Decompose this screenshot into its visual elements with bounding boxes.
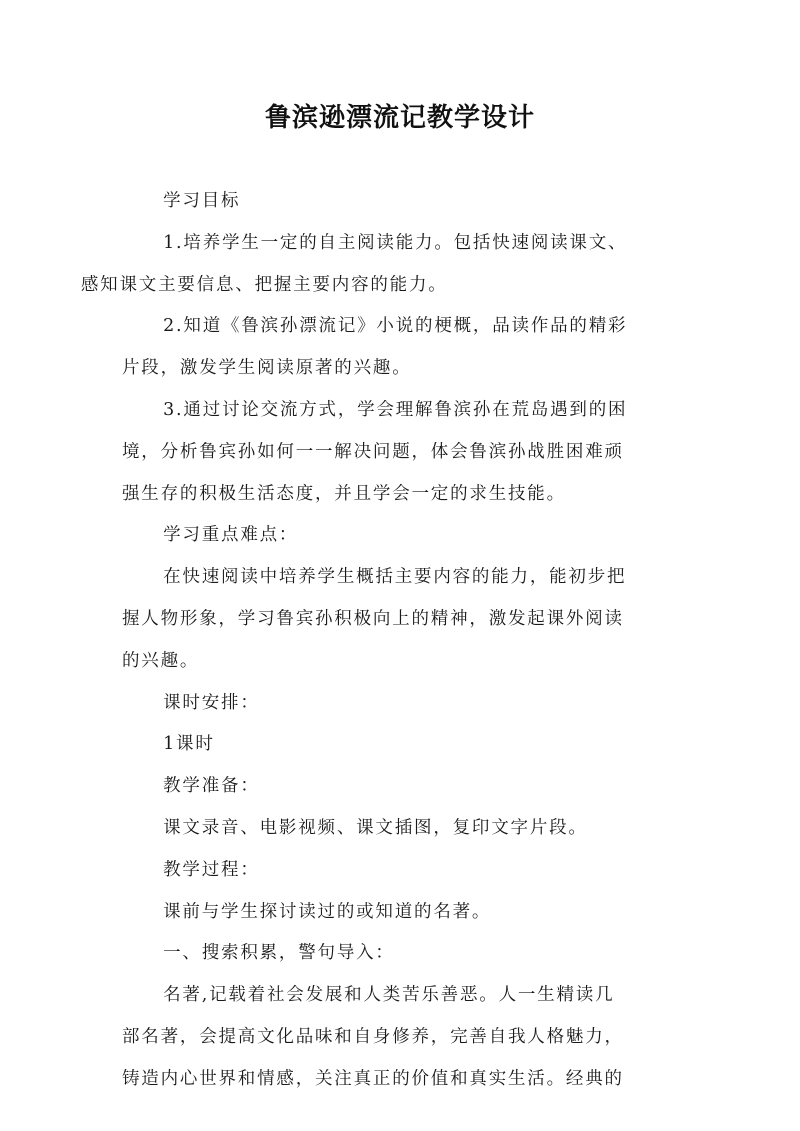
- text-line: 强生存的积极生活态度，并且学会一定的求生技能。: [122, 483, 566, 504]
- paragraph-key-points: [122, 557, 684, 682]
- paragraph-schedule: [122, 724, 684, 766]
- paragraph-preparation: [122, 808, 684, 850]
- paragraph-section-1-heading: [122, 933, 684, 975]
- text-line: 握人物形象，学习鲁宾孙积极向上的精神，激发起课外阅读: [122, 608, 624, 629]
- text-line: 名著,记载着社会发展和人类苦乐善恶。人一生精读几: [163, 985, 615, 1006]
- text-line: 课文录音、电影视频、课文插图，复印文字片段。: [163, 817, 588, 838]
- paragraph-classics: [122, 975, 684, 1100]
- text-line: 教学过程：: [163, 859, 260, 880]
- paragraph-preparation-heading: [122, 766, 684, 808]
- text-line: 境，分析鲁宾孙如何一一解决问题，体会鲁滨孙战胜困难顽: [122, 441, 624, 462]
- text-line: 1.培养学生一定的自主阅读能力。包括快速阅读课文、: [163, 232, 628, 253]
- text-line: 教学准备：: [163, 776, 260, 797]
- text-line: 感知课文主要信息、把握主要内容的能力。: [80, 274, 448, 295]
- paragraph-goal-1: [80, 223, 684, 307]
- text-line: 课时安排：: [163, 692, 260, 713]
- paragraph-goal-3: [122, 390, 684, 515]
- text-line: 铸造内心世界和情感，关注真正的价值和真实生活。经典的: [122, 1068, 624, 1089]
- text-line: 1课时: [163, 734, 215, 755]
- paragraph-process-heading: [122, 850, 684, 892]
- document-title: 鲁滨逊漂流记教学设计: [264, 103, 535, 133]
- text-line: 的兴趣。: [122, 650, 200, 671]
- text-line: 2.知道《鲁滨孙漂流记》小说的梗概，品读作品的精彩: [163, 316, 628, 337]
- document-body: [80, 181, 684, 1101]
- text-line: 一、搜索积累，警句导入：: [163, 943, 395, 964]
- paragraph-learning-goals-heading: [122, 181, 684, 223]
- text-line: 部名著，会提高文化品味和自身修养，完善自我人格魅力，: [122, 1026, 624, 1047]
- paragraph-schedule-heading: [122, 683, 684, 725]
- text-line: 在快速阅读中培养学生概括主要内容的能力，能初步把: [163, 567, 627, 588]
- text-line: 片段，激发学生阅读原著的兴趣。: [122, 358, 412, 379]
- text-line: 课前与学生探讨读过的或知道的名著。: [163, 901, 492, 922]
- text-line: 学习重点难点：: [163, 525, 299, 546]
- text-line: 3.通过讨论交流方式，学会理解鲁滨孙在荒岛遇到的困: [163, 399, 628, 420]
- paragraph-pre-class: [122, 892, 684, 934]
- paragraph-key-points-heading: [122, 515, 684, 557]
- paragraph-goal-2: [122, 306, 684, 390]
- text-line: 学习目标: [163, 191, 241, 211]
